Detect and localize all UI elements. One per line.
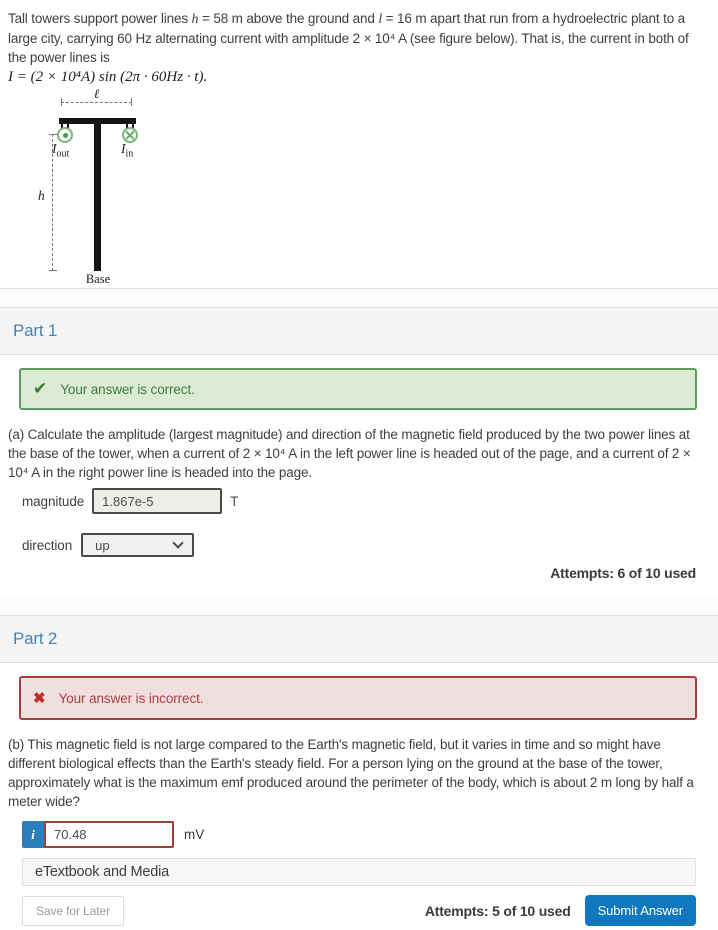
direction-selected-value: up xyxy=(95,537,110,553)
var-l: l xyxy=(378,12,383,27)
answer-unit: mV xyxy=(184,827,205,842)
save-for-later-button[interactable]: Save for Later xyxy=(22,896,124,926)
submit-answer-button[interactable]: Submit Answer xyxy=(585,895,696,926)
i-in-label: $I_{in}$ xyxy=(121,141,134,160)
direction-label: direction xyxy=(22,537,73,553)
question-a: (a) Calculate the amplitude (largest magnitude) and direction of the magnetic field produced by the two power lines at the base of the tower, when a current of 2 × 10⁴ A in the left power line is headed out of the page, and a current of 2 × 10⁴ A in the right power line is headed into the page. xyxy=(8,427,691,480)
magnitude-row xyxy=(22,488,718,514)
part2-header xyxy=(0,615,718,663)
section-gap xyxy=(0,598,718,615)
success-banner xyxy=(19,368,697,410)
part2-body xyxy=(0,676,718,930)
direction-select[interactable] xyxy=(81,533,194,557)
part2-section xyxy=(0,615,718,930)
footer-row xyxy=(22,895,696,926)
part2-attempts: Attempts: 5 of 10 used xyxy=(424,902,571,919)
part2-title: Part 2 xyxy=(13,629,58,648)
statement-text: = 16 m apart that run from a hydroelectric plant to a large city, carrying 60 Hz alternating current with amplitude 2 × 10⁴ A (see figure below). That is, the current in both of the power lines is xyxy=(8,11,689,65)
part1-body xyxy=(0,368,718,598)
part1-title: Part 1 xyxy=(13,321,58,340)
error-banner-text: Your answer is incorrect. xyxy=(58,690,204,706)
base-label: Base xyxy=(85,272,111,286)
i-out-label: $I_{out}$ xyxy=(52,141,70,160)
tower-mast xyxy=(94,124,101,271)
ell-label: ℓ xyxy=(93,86,100,101)
height-measure-line xyxy=(52,134,53,271)
chevron-down-icon xyxy=(172,537,183,548)
part1-header xyxy=(0,307,718,355)
question-b: (b) This magnetic field is not large compared to the Earth's magnetic field, but it varies in time and so might have different biological effects than the Earth's steady field. For a person lying on the ground at the base of the tower, approximately what is the maximum emf produced around the perimeter of the body, which is about 2 m long by half a meter wide? xyxy=(8,737,694,809)
etextbook-media-bar[interactable]: eTextbook and Media xyxy=(22,858,696,886)
statement-text: Tall towers support power lines xyxy=(8,11,192,26)
measure-tick xyxy=(131,98,132,106)
current-formula: I = (2 × 10⁴A) sin (2π · 60Hz · t). xyxy=(8,69,208,85)
measure-tick xyxy=(61,98,62,106)
h-label: h xyxy=(38,188,45,203)
ell-measure-line xyxy=(61,102,132,103)
magnitude-unit: T xyxy=(230,493,239,509)
error-banner xyxy=(19,676,697,720)
var-h: h xyxy=(191,12,199,27)
answer-row xyxy=(22,821,718,848)
check-icon: ✔ xyxy=(33,379,48,398)
section-gap xyxy=(0,289,718,307)
measure-tick xyxy=(49,134,57,135)
tower-figure xyxy=(38,86,188,288)
x-icon: ✖ xyxy=(33,690,46,707)
problem-statement xyxy=(8,9,710,67)
part1-attempts: Attempts: 6 of 10 used xyxy=(550,565,696,581)
statement-text: = 58 m above the ground and xyxy=(198,11,379,26)
success-banner-text: Your answer is correct. xyxy=(60,381,195,397)
part1-section xyxy=(0,307,718,598)
info-icon-button[interactable]: i xyxy=(22,821,44,848)
magnitude-input[interactable] xyxy=(92,488,222,514)
measure-tick xyxy=(49,270,57,271)
magnitude-label: magnitude xyxy=(22,493,85,509)
problem-intro xyxy=(0,0,718,289)
answer-input[interactable] xyxy=(44,821,174,848)
out-of-page-dot xyxy=(63,133,68,138)
direction-row xyxy=(22,533,718,557)
